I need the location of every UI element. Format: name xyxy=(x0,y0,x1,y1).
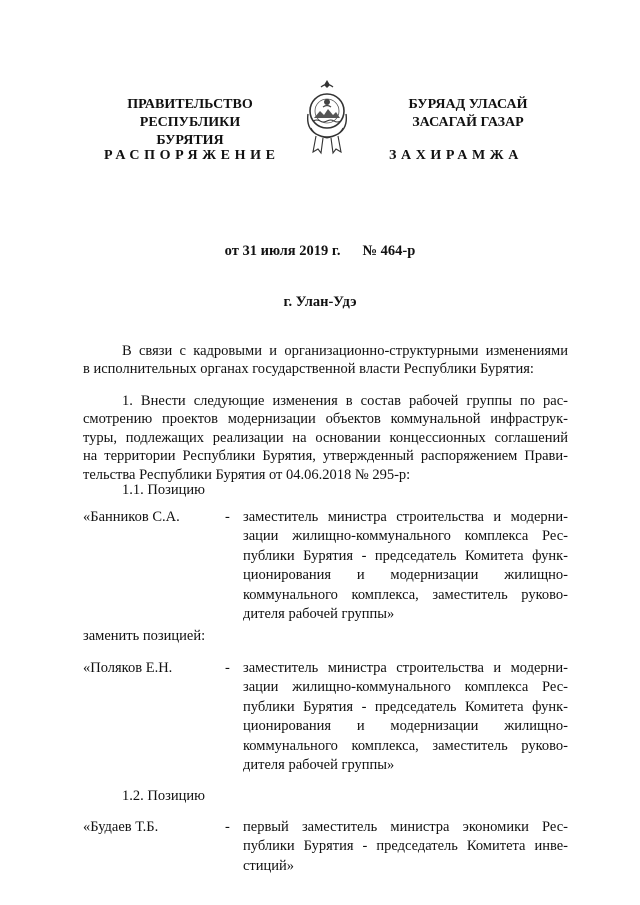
item-1-line: смотрению проектов модернизации объектов коммунальной инфраструк- xyxy=(83,411,568,428)
doc-type-bua: ЗАХИРАМЖА xyxy=(389,148,523,163)
position-line: публики Бурятия - председатель Комитета функ- xyxy=(243,698,568,715)
coat-of-arms-icon xyxy=(300,78,354,156)
intro-line: в исполнительных органах государственной власти Республики Бурятия: xyxy=(83,361,534,378)
doc-type-ru: РАСПОРЯЖЕНИЕ xyxy=(104,148,280,163)
position-line: публики Бурятия - председатель Комитета инве- xyxy=(243,838,568,855)
entry-dash: - xyxy=(225,660,230,676)
position-description xyxy=(243,508,568,624)
government-title-ru-line2: РЕСПУБЛИКИ БУРЯТИЯ xyxy=(139,115,241,148)
item-1-paragraph xyxy=(83,392,568,484)
position-line: публики Бурятия - председатель Комитета функ- xyxy=(243,547,568,564)
item-1-line: 1. Внести следующие изменения в состав рабочей группы по рас- xyxy=(122,393,568,409)
position-line: ционирования и модернизации жилищно- xyxy=(243,567,568,584)
position-line: коммунального комплекса, заместитель руково- xyxy=(243,586,568,603)
position-line: заместитель министра строительства и модерни- xyxy=(243,660,568,676)
document-date: от 31 июля 2019 г. xyxy=(224,243,341,259)
person-name: «Будаев Т.Б. xyxy=(83,819,159,835)
position-line: первый заместитель министра экономики Рес- xyxy=(243,819,568,835)
intro-line: В связи с кадровыми и организационно-структурными изменениями xyxy=(122,343,568,359)
person-name: «Банников С.А. xyxy=(83,509,180,525)
position-line: дителя рабочей группы» xyxy=(243,757,395,774)
government-title-ru xyxy=(105,96,275,150)
entry-dash: - xyxy=(225,509,230,525)
position-line: заместитель министра строительства и модерни- xyxy=(243,509,568,525)
subitem-1-1-heading: 1.1. Позицию xyxy=(122,482,205,498)
document-date-line xyxy=(0,243,640,260)
position-line: коммунального комплекса, заместитель руково- xyxy=(243,737,568,754)
government-title-ru-line1: ПРАВИТЕЛЬСТВО xyxy=(127,97,253,112)
item-1-line: туры, подлежащих реализации на основании концессионных соглашений xyxy=(83,429,568,446)
intro-paragraph xyxy=(83,342,568,379)
government-title-bua-line1: БУРЯАД УЛАСАЙ xyxy=(408,97,528,112)
government-title-bua xyxy=(388,96,548,132)
government-title-bua-line2: ЗАСАГАЙ ГАЗАР xyxy=(412,115,524,130)
subitem-1-2-heading: 1.2. Позицию xyxy=(122,788,205,804)
item-1-line: тельства Республики Бурятия от 04.06.2018 № 295-р: xyxy=(83,466,411,483)
person-name: «Поляков Е.Н. xyxy=(83,660,173,676)
document-city: г. Улан-Удэ xyxy=(283,294,357,310)
position-line: дителя рабочей группы» xyxy=(243,606,395,623)
entry-dash: - xyxy=(225,819,230,835)
item-1-line: на территории Республики Бурятия, утвержденный распоряжением Прави- xyxy=(83,448,568,465)
position-line: стиций» xyxy=(243,857,295,874)
position-line: ционирования и модернизации жилищно- xyxy=(243,718,568,735)
position-line: зации жилищно-коммунального комплекса Рес- xyxy=(243,679,568,696)
document-number: № 464-р xyxy=(362,243,416,259)
position-description xyxy=(243,818,568,876)
position-description xyxy=(243,659,568,775)
replace-instruction: заменить позицией: xyxy=(83,628,206,644)
position-line: зации жилищно-коммунального комплекса Рес- xyxy=(243,528,568,545)
